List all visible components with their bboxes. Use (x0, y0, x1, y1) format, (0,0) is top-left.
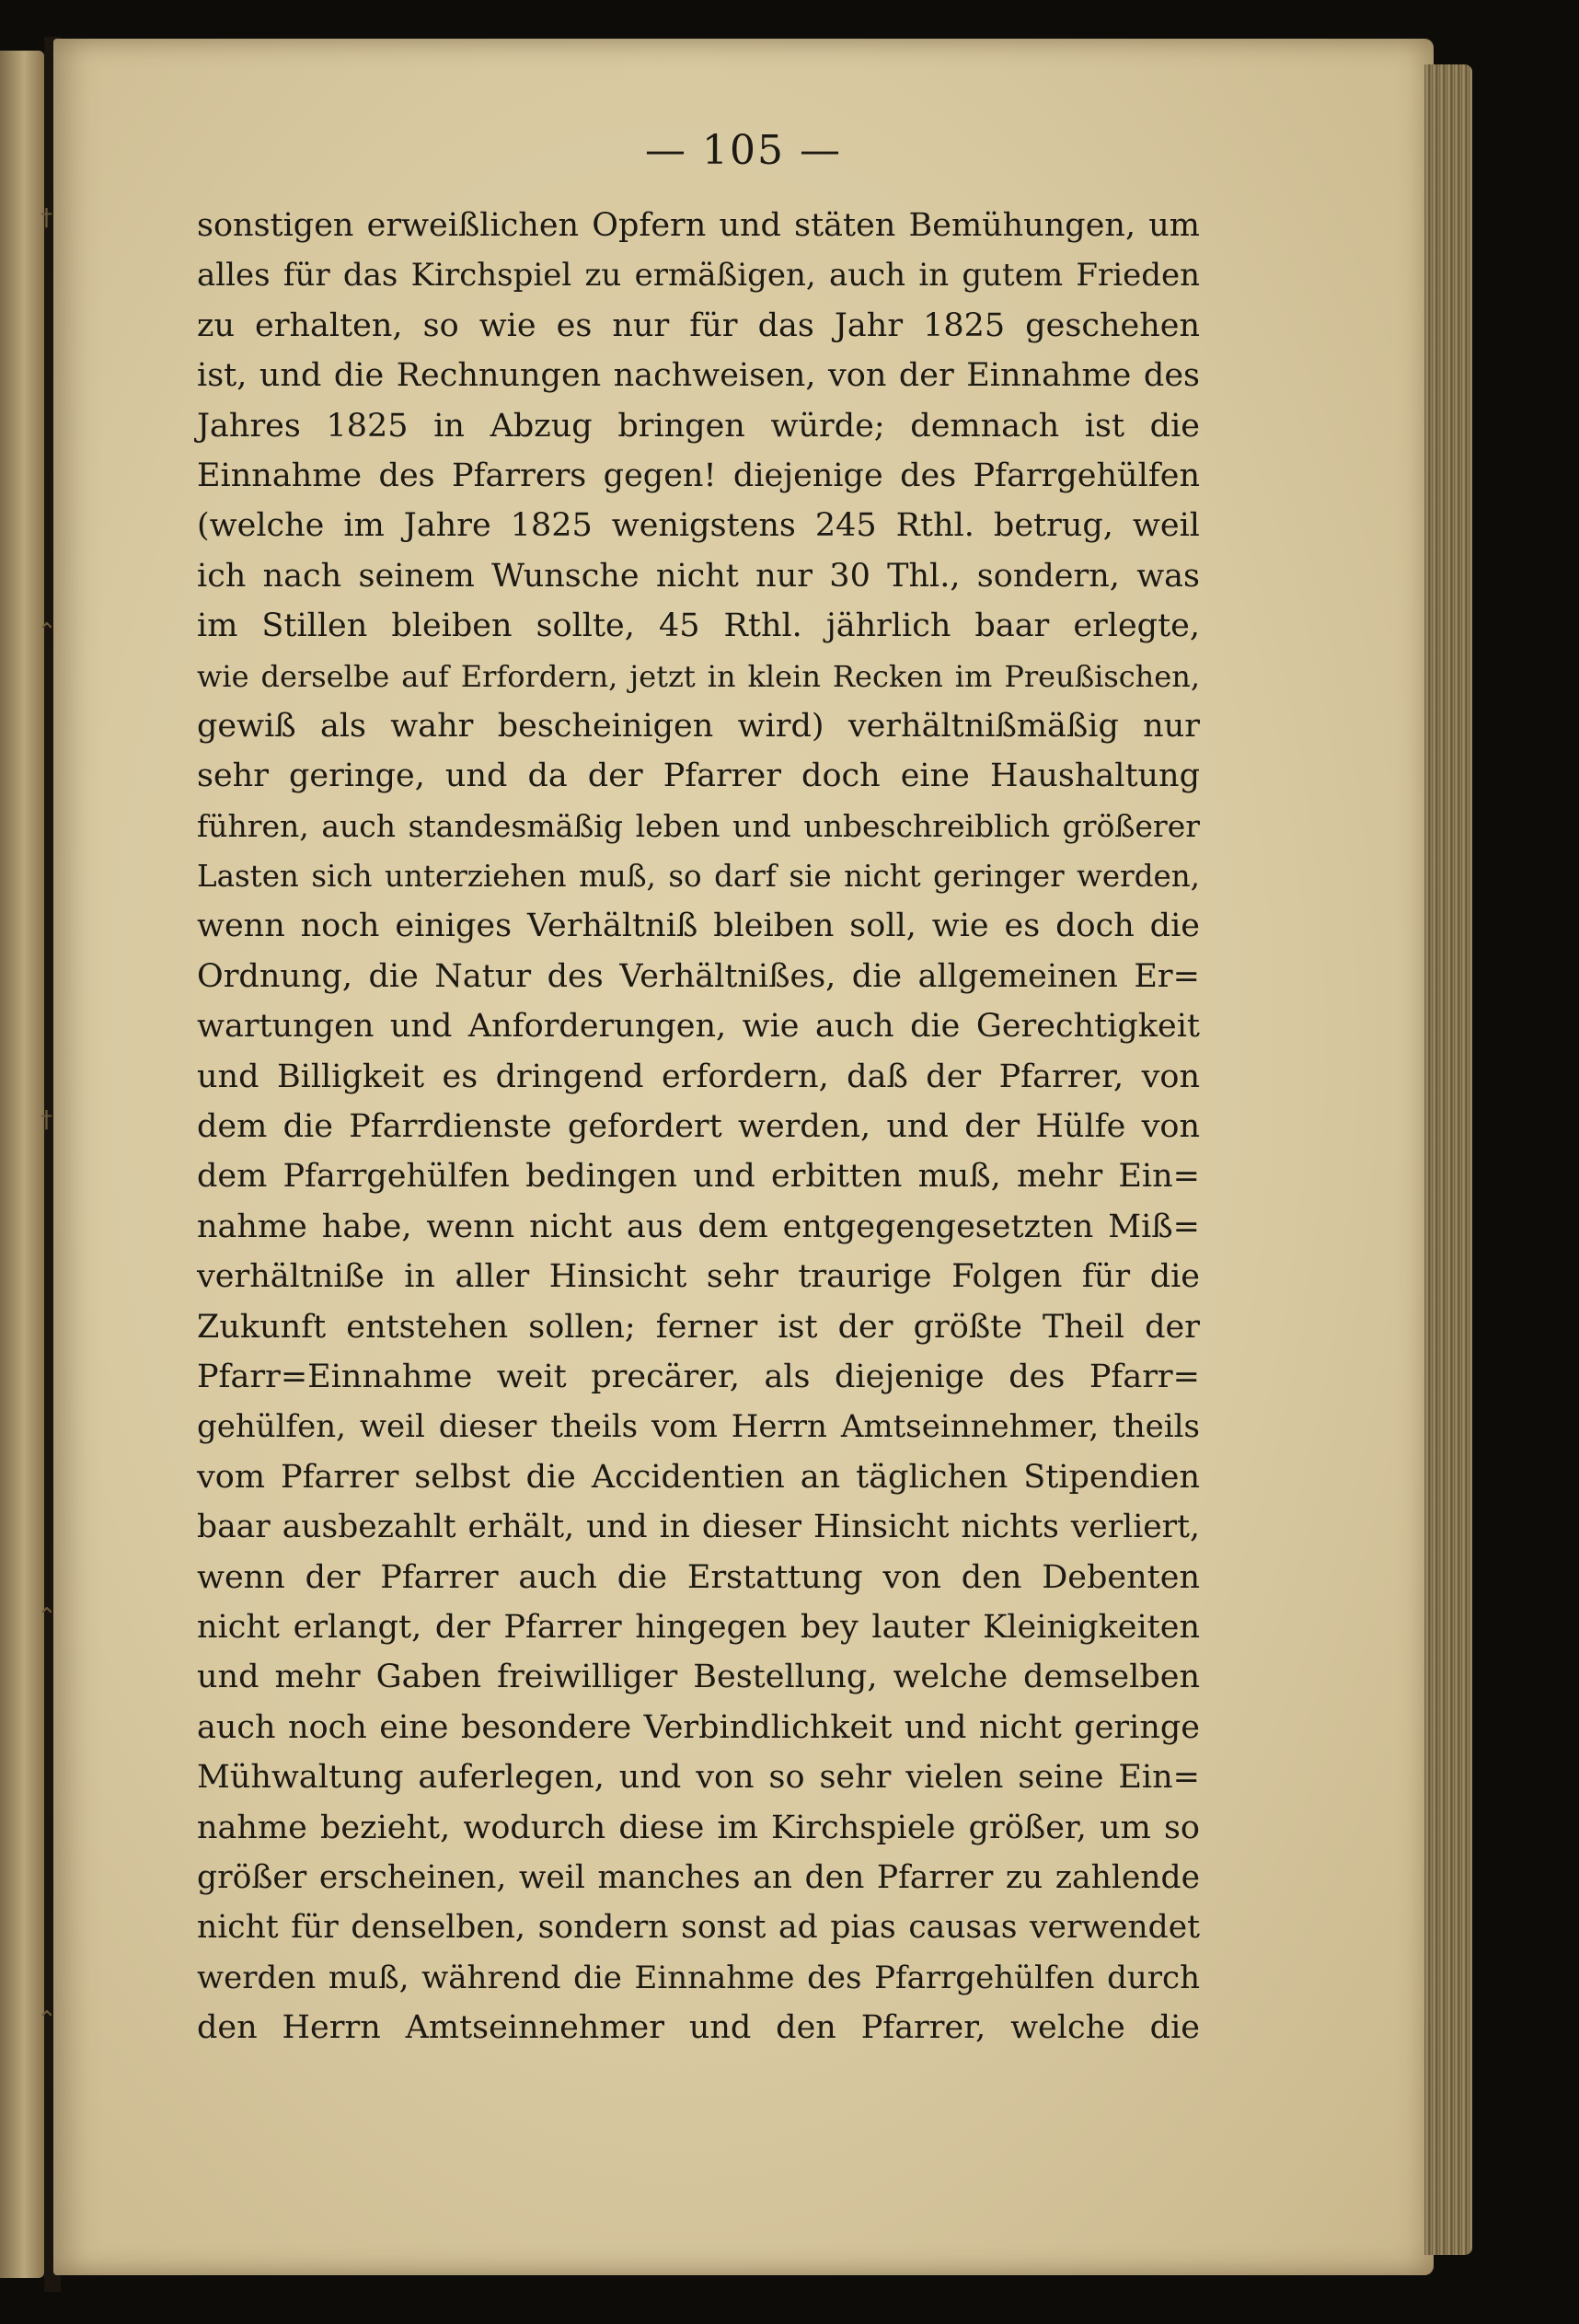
text-line: dem die Pfarrdienste gefordert werden, und der Hülfe von (197, 1108, 1200, 1146)
margin-mark-icon: † (40, 204, 52, 232)
text-line: Lasten sich unterziehen muß, so darf sie nicht geringer werden, (197, 859, 1200, 895)
text-line: werden muß, während die Einnahme des Pfarrgehülfen durch (197, 1959, 1200, 1996)
margin-mark-icon: ⌃ (37, 2006, 57, 2034)
text-line: größer erscheinen, weil manches an den Pfarrer zu zahlende (197, 1858, 1200, 1896)
text-line: Jahres 1825 in Abzug bringen würde; demnach ist die (197, 407, 1200, 445)
facing-page-edge (0, 51, 44, 2278)
text-line: führen, auch standesmäßig leben und unbeschreiblich größerer (197, 807, 1200, 844)
text-line: den Herrn Amtseinnehmer und den Pfarrer, welche die (197, 2009, 1200, 2047)
page-number: — 105 — (645, 127, 842, 174)
text-line: und mehr Gaben freiwilliger Bestellung, welche demselben (197, 1659, 1200, 1696)
text-line: und Billigkeit es dringend erfordern, daß der Pfarrer, von (197, 1058, 1200, 1095)
page-edges (1424, 64, 1472, 2255)
text-line: Zukunft entstehen sollen; ferner ist der größte Theil der (197, 1308, 1200, 1346)
body-text (197, 201, 1200, 2052)
text-line: auch noch eine besondere Verbindlichkeit und nicht geringe (197, 1708, 1200, 1746)
text-line: alles für das Kirchspiel zu ermäßigen, auch in gutem Frieden (197, 257, 1200, 295)
text-line: baar ausbezahlt erhält, und in dieser Hinsicht nichts verliert, (197, 1509, 1200, 1546)
text-line: Einnahme des Pfarrers gegen! diejenige des Pfarrgehülfen (197, 457, 1200, 494)
text-line: gehülfen, weil dieser theils vom Herrn Amtseinnehmer, theils (197, 1408, 1200, 1446)
text-line: nicht erlangt, der Pfarrer hingegen bey lauter Kleinigkeiten (197, 1608, 1200, 1646)
text-line: wie derselbe auf Erfordern, jetzt in klein Recken im Preußischen, (197, 658, 1200, 694)
text-line: im Stillen bleiben sollte, 45 Rthl. jährlich baar erlegte, (197, 607, 1200, 645)
text-line: dem Pfarrgehülfen bedingen und erbitten muß, mehr Ein= (197, 1158, 1200, 1196)
text-line: zu erhalten, so wie es nur für das Jahr 1825 geschehen (197, 306, 1200, 344)
text-line: Pfarr=Einnahme weit precärer, als diejenige des Pfarr= (197, 1358, 1200, 1395)
text-line: wartungen und Anforderungen, wie auch die Gerechtigkeit (197, 1008, 1200, 1046)
text-line: sehr geringe, und da der Pfarrer doch eine Haushaltung (197, 757, 1200, 795)
text-line: wenn der Pfarrer auch die Erstattung von den Debenten (197, 1558, 1200, 1596)
text-line: nahme bezieht, wodurch diese im Kirchspiele größer, um so (197, 1809, 1200, 1846)
text-line: nahme habe, wenn nicht aus dem entgegengesetzten Miß= (197, 1208, 1200, 1245)
text-line: sonstigen erweißlichen Opfern und stäten Bemühungen, um (197, 207, 1200, 244)
text-line: (welche im Jahre 1825 wenigstens 245 Rthl. betrug, weil (197, 507, 1200, 545)
text-line: vom Pfarrer selbst die Accidentien an täglichen Stipendien (197, 1458, 1200, 1496)
text-line: wenn noch einiges Verhältniß bleiben soll, wie es doch die (197, 908, 1200, 945)
text-line: nicht für denselben, sondern sonst ad pias causas verwendet (197, 1909, 1200, 1947)
text-line: Ordnung, die Natur des Verhältnißes, die allgemeinen Er= (197, 957, 1200, 995)
margin-mark-icon: ⌃ (37, 1603, 57, 1631)
text-line: Mühwaltung auferlegen, und von so sehr vielen seine Ein= (197, 1759, 1200, 1797)
text-line: ist, und die Rechnungen nachweisen, von der Einnahme des (197, 357, 1200, 395)
margin-mark-icon: ⌃ (37, 619, 57, 646)
text-line: verhältniße in aller Hinsicht sehr traurige Folgen für die (197, 1258, 1200, 1296)
margin-mark-icon: † (40, 1106, 52, 1134)
text-line: ich nach seinem Wunsche nicht nur 30 Thl., sondern, was (197, 557, 1200, 595)
text-line: gewiß als wahr bescheinigen wird) verhältnißmäßig nur (197, 707, 1200, 745)
